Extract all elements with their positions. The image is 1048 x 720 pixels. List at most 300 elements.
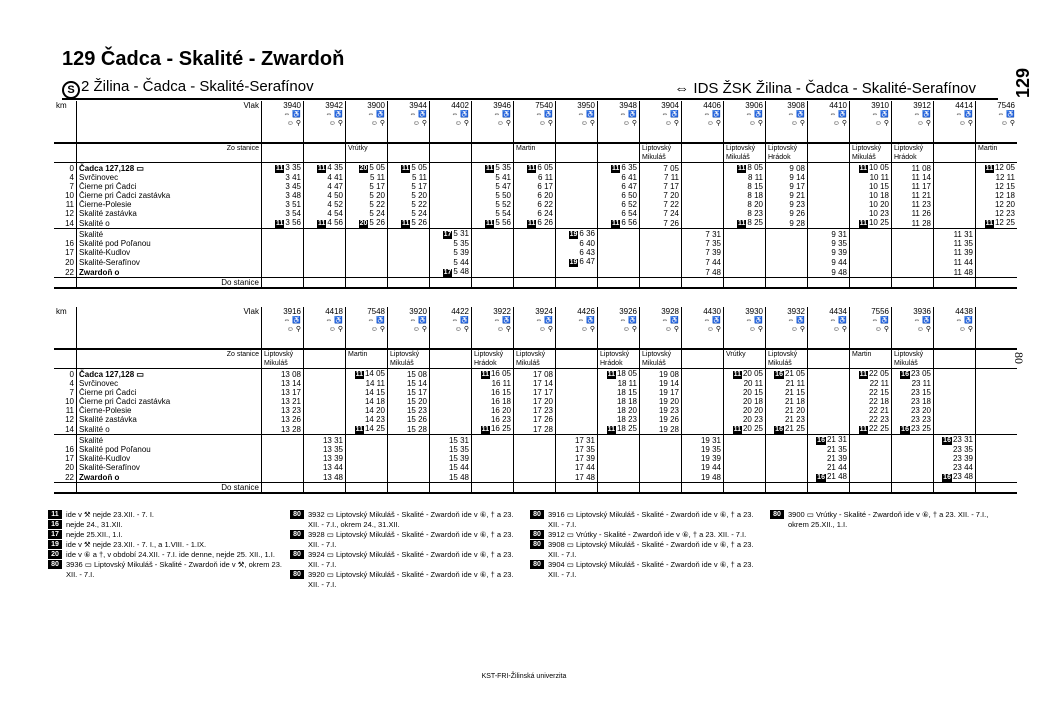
departure-time: 7 24 [640,209,682,218]
departure-time: 9 26 [766,209,808,218]
empty-cell [934,483,976,494]
train-number: 4430 [682,307,724,316]
footnote-badge: 11 [612,220,620,227]
departure-time: 16 23 [472,415,514,424]
departure-time [430,200,472,209]
do-stanice-label: Do stanice [77,483,262,494]
empty-cell [976,483,1018,494]
departure-time [556,163,598,174]
departure-time [766,435,808,446]
departure-time: 13 17 [262,388,304,397]
train-symbols-icon: ☺ ⚲ [388,119,430,128]
empty-cell [724,334,766,349]
departure-time: 6 17 [514,182,556,191]
footnote-badge: 11 [859,220,867,227]
departure-time [388,454,430,463]
train-symbols-icon: ☺ ⚲ [346,119,388,128]
origin-station [304,143,346,163]
departure-time [724,229,766,240]
departure-time [262,454,304,463]
empty-cell [472,278,514,289]
departure-time [808,388,850,397]
empty-cell [262,483,304,494]
footnote-badge: 19 [48,540,62,549]
origin-station: Liptovský Hrádok [472,349,514,369]
departure-time: 21 39 [808,454,850,463]
station-km [54,435,77,446]
departure-time: 20 11 [724,379,766,388]
train-number: 3946 [472,101,514,110]
departure-time [262,229,304,240]
footnote-badge: 11 [859,165,867,172]
departure-time [430,397,472,406]
train-symbols-icon: ⇔ ♿ [724,316,766,325]
km-header: km [56,101,67,110]
empty-cell [682,483,724,494]
departure-time: 20 20 [724,406,766,415]
departure-time: 8 20 [724,200,766,209]
train-number: 3930 [724,307,766,316]
station-km: 20 [65,463,74,472]
empty-cell [472,483,514,494]
title-divider [62,98,998,100]
departure-time: 17 31 [556,435,598,446]
departure-time [472,463,514,472]
departure-time: 17 14 [514,379,556,388]
departure-time [766,248,808,257]
departure-time: 11 6 35 [598,163,640,174]
departure-time: 10 20 [850,200,892,209]
departure-time: 11 31 [934,229,976,240]
departure-time [682,218,724,229]
departure-time: 6 11 [514,173,556,182]
footnote-text: ide v ⑥ a †, v období 24.XII. - 7.I. ide denne, nejde 25. XII., 1.I. [66,550,275,559]
departure-time [934,182,976,191]
departure-time [430,424,472,435]
departure-time [640,435,682,446]
train-symbols-icon: ⇔ ♿ [304,110,346,119]
footnote-badge: 11 [738,165,746,172]
empty-cell [598,128,640,143]
train-symbols-icon: ⇔ ♿ [346,110,388,119]
departure-time [514,267,556,278]
departure-time: 23 35 [934,445,976,454]
departure-time: 11 17 [892,182,934,191]
footnote-badge: 19 [569,231,578,238]
footnote-badge: 11 [738,220,746,227]
departure-time [598,257,640,267]
empty-cell [682,334,724,349]
station-km: 4 [69,379,74,388]
departure-time: 21 18 [766,397,808,406]
train-number: 3904 [640,101,682,110]
departure-time [808,397,850,406]
departure-time: 23 44 [934,463,976,472]
departure-time [850,257,892,267]
departure-time: 13 39 [304,454,346,463]
empty-cell [766,334,808,349]
departure-time [892,239,934,248]
train-symbols-icon: ⇔ ♿ [766,110,808,119]
train-symbols-icon: ☺ ⚲ [514,325,556,334]
footnote-badge: 20 [359,165,368,172]
train-symbols-icon: ⇔ ♿ [682,316,724,325]
departure-time [640,248,682,257]
departure-time [766,239,808,248]
departure-time: 5 35 [430,239,472,248]
departure-time [724,239,766,248]
origin-station: Liptovský Hrádok [892,143,934,163]
departure-time [850,229,892,240]
departure-time [976,267,1018,278]
departure-time [892,445,934,454]
departure-time [514,435,556,446]
empty-cell [262,128,304,143]
station-name: Skalité-Kudlov [77,454,262,463]
train-symbols-icon: ☺ ⚲ [262,325,304,334]
departure-time [346,463,388,472]
departure-time: 11 39 [934,248,976,257]
departure-time: 11 16 05 [472,369,514,380]
train-symbols-icon: ⇔ ♿ [262,110,304,119]
departure-time: 11 18 25 [598,424,640,435]
footnote-badge: 19 [569,259,578,266]
departure-time [514,248,556,257]
departure-time [808,406,850,415]
departure-time: 13 21 [262,397,304,406]
footnote-text: 3908 ▭ Liptovský Mikuláš - Skalité - Zwardoň ide v ⑥, † a 23. XII. - 7.I. [548,540,754,559]
station-km: 22 [65,267,74,277]
empty-cell [77,128,262,143]
empty-cell [388,278,430,289]
spacer-row [54,128,1017,143]
footnote [48,510,283,520]
station-km: 22 [65,472,74,482]
departure-time [724,445,766,454]
departure-time [388,267,430,278]
departure-time: 11 10 25 [850,218,892,229]
footnote-badge: 17 [48,530,62,539]
departure-time: 19 26 [640,415,682,424]
footnote-badge: 11 [486,165,494,172]
notes-column-3 [530,510,765,580]
origin-station: Liptovský Hrádok [766,143,808,163]
departure-time [346,257,388,267]
departure-time: 7 35 [682,239,724,248]
origin-station [430,349,472,369]
footnote-badge: 11 [318,165,326,172]
train-symbols-icon: ☺ ⚲ [766,325,808,334]
departure-time [934,191,976,200]
train-symbols-icon: ☺ ⚲ [892,119,934,128]
footnote-badge: 11 [528,165,536,172]
station-row [54,435,1017,446]
departure-time: 4 54 [304,209,346,218]
departure-time: 14 20 [346,406,388,415]
departure-time [850,267,892,278]
departure-time [556,388,598,397]
departure-time [346,267,388,278]
origin-station: Liptovský Mikuláš [262,349,304,369]
departure-time: 19 23 [640,406,682,415]
departure-time: 6 20 [514,191,556,200]
departure-time: 20 15 [724,388,766,397]
footnote-badge: 80 [48,560,62,569]
departure-time [514,229,556,240]
footnote [530,530,765,540]
station-row [54,163,1017,174]
origin-station: Liptovský Mikuláš [724,143,766,163]
departure-time [850,435,892,446]
footnote-badge: 20 [359,220,368,227]
departure-time [976,424,1018,435]
departure-time: 21 11 [766,379,808,388]
departure-time: 3 41 [262,173,304,182]
departure-time [766,267,808,278]
train-symbols-icon: ☺ ⚲ [556,325,598,334]
footnote-badge: 16 [817,474,825,481]
train-number: 3900 [346,101,388,110]
empty-cell [766,128,808,143]
departure-time [934,415,976,424]
empty-cell [262,278,304,289]
empty-cell [556,278,598,289]
departure-time: 19 39 [682,454,724,463]
destination-row [54,278,1017,289]
departure-time [682,424,724,435]
departure-time: 9 35 [808,239,850,248]
footnote [290,550,525,570]
departure-time: 6 22 [514,200,556,209]
departure-time [682,200,724,209]
station-name: Skalité-Serafínov [77,257,262,267]
departure-time: 7 44 [682,257,724,267]
footnote-text: 3932 ▭ Liptovský Mikuláš - Skalité - Zwardoň ide v ⑥, † a 23. XII. - 7.I., okrem 24., 31.XII. [308,510,514,529]
train-symbols-icon: ⇔ ♿ [430,316,472,325]
notes-column-2 [290,510,525,590]
departure-time [472,257,514,267]
train-number: 4406 [682,101,724,110]
origin-station [304,349,346,369]
departure-time: 11 14 25 [346,424,388,435]
departure-time [388,257,430,267]
departure-time [934,388,976,397]
departure-time: 23 39 [934,454,976,463]
station-km: 16 [65,445,74,454]
departure-time: 15 20 [388,397,430,406]
departure-time: 20 5 26 [346,218,388,229]
station-row [54,472,1017,483]
departure-time: 16 18 [472,397,514,406]
train-symbols-icon: ⇔ ♿ [934,316,976,325]
departure-time: 22 15 [850,388,892,397]
departure-time [682,191,724,200]
departure-time [304,424,346,435]
departure-time [472,239,514,248]
departure-time: 8 15 [724,182,766,191]
footnote-badge: 11 [48,510,62,519]
footnote-badge: 11 [859,426,867,433]
departure-time: 19 20 [640,397,682,406]
departure-time: 14 18 [346,397,388,406]
train-number: 3912 [892,101,934,110]
footnote-badge: 16 [901,426,909,433]
train-symbols-icon: ⇔ ♿ [934,110,976,119]
origin-station [388,143,430,163]
footnote-badge: 80 [530,510,544,519]
departure-time: 3 51 [262,200,304,209]
departure-time [808,218,850,229]
departure-time [976,229,1018,240]
departure-time: 16 21 05 [766,369,808,380]
empty-cell [724,128,766,143]
train-number: 3908 [766,101,808,110]
departure-time [808,424,850,435]
empty-cell [850,334,892,349]
departure-time [388,435,430,446]
departure-time: 7 11 [640,173,682,182]
departure-time: 19 31 [682,435,724,446]
train-symbols-icon: ☺ ⚲ [850,325,892,334]
departure-time: 18 20 [598,406,640,415]
departure-time [640,257,682,267]
departure-time: 13 31 [304,435,346,446]
departure-time [430,182,472,191]
departure-time: 18 11 [598,379,640,388]
departure-time [892,267,934,278]
departure-time: 16 20 [472,406,514,415]
train-symbols-icon: ☺ ⚲ [724,119,766,128]
departure-time: 6 40 [556,239,598,248]
departure-time: 15 44 [430,463,472,472]
departure-time [304,239,346,248]
departure-time [556,369,598,380]
departure-time [556,406,598,415]
train-symbols-icon: ☺ ⚲ [262,119,304,128]
footnote-badge: 16 [775,371,783,378]
departure-time [640,445,682,454]
departure-time [304,379,346,388]
train-symbols-icon: ☺ ⚲ [514,119,556,128]
departure-time [976,379,1018,388]
train-symbols-icon: ⇔ ♿ [472,316,514,325]
station-km: 7 [69,388,74,397]
empty-cell [77,325,262,334]
station-name: Čierne pri Čadci zastávka [77,397,262,406]
departure-time: 5 41 [472,173,514,182]
empty-cell [556,334,598,349]
footnote-badge: 11 [276,220,284,227]
empty-cell [54,278,77,289]
train-symbols-icon: ☺ ⚲ [472,325,514,334]
departure-time: 11 4 56 [304,218,346,229]
departure-time: 5 11 [388,173,430,182]
departure-time [934,218,976,229]
departure-time: 15 31 [430,435,472,446]
departure-time [472,248,514,257]
departure-time [346,472,388,483]
origin-station [430,143,472,163]
departure-time: 13 14 [262,379,304,388]
empty-cell [514,483,556,494]
train-symbols-icon: ☺ ⚲ [388,325,430,334]
departure-time: 19 14 [640,379,682,388]
train-number: 3920 [388,307,430,316]
departure-time [724,454,766,463]
departure-time: 7 05 [640,163,682,174]
station-row [54,406,1017,415]
origin-station: Vrútky [724,349,766,369]
empty-cell [640,334,682,349]
train-symbols-icon: ☺ ⚲ [682,119,724,128]
departure-time: 22 21 [850,406,892,415]
departure-time: 21 23 [766,415,808,424]
departure-time: 6 43 [556,248,598,257]
vlak-header: Vlak [77,307,262,316]
departure-time: 15 17 [388,388,430,397]
departure-time [724,257,766,267]
empty-cell [77,334,262,349]
empty-cell [724,278,766,289]
train-symbols-icon: ☺ ⚲ [892,325,934,334]
train-number: 3936 [892,307,934,316]
departure-time: 8 23 [724,209,766,218]
departure-time [976,454,1018,463]
s-line-icon: S [62,81,80,99]
train-number: 3950 [556,101,598,110]
departure-time [598,463,640,472]
empty-cell [346,483,388,494]
departure-time [808,369,850,380]
empty-cell [850,128,892,143]
departure-time: 5 22 [346,200,388,209]
origin-station [934,143,976,163]
departure-time [766,454,808,463]
departure-time [556,182,598,191]
departure-time [262,248,304,257]
train-symbols-row [54,110,1017,119]
footnote-badge: 11 [355,426,363,433]
train-symbols-icon: ☺ ⚲ [808,325,850,334]
footnote [530,540,765,560]
footnote-text: ide v ⚒ nejde 23.XII. - 7. I., a 1.VIII. - 1.IX. [66,540,207,549]
departure-time: 11 28 [892,218,934,229]
departure-time: 17 20 [514,397,556,406]
station-km: 0 [69,163,74,173]
departure-time: 11 14 05 [346,369,388,380]
train-symbols-icon: ⇔ ♿ [766,316,808,325]
departure-time [430,163,472,174]
empty-cell [808,334,850,349]
station-name: Skalité-Kudlov [77,248,262,257]
departure-time: 3 54 [262,209,304,218]
empty-cell [430,278,472,289]
departure-time [556,191,598,200]
departure-time [640,454,682,463]
train-number: 3940 [262,101,304,110]
footnote [530,560,765,580]
empty-cell [54,334,77,349]
footnote-badge: 11 [612,165,620,172]
footnote-badge: 80 [770,510,784,519]
origin-station [934,349,976,369]
departure-time: 11 20 05 [724,369,766,380]
departure-time [262,445,304,454]
train-number: 3928 [640,307,682,316]
footer-credit: KST-FRI-Žilinská univerzita [481,673,567,680]
train-number: 4434 [808,307,850,316]
departure-time [514,239,556,248]
